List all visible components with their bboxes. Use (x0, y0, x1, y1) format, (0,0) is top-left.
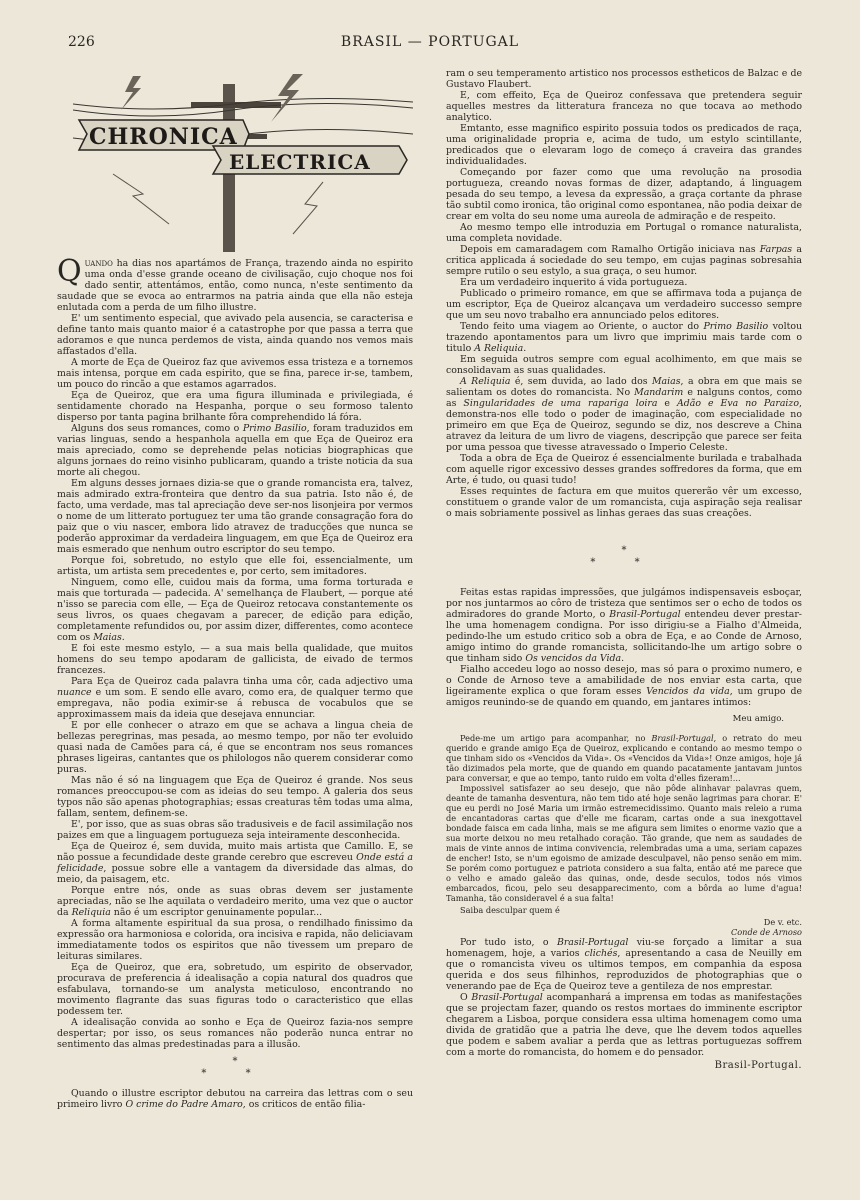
paragraph: Toda a obra de Eça de Queiroz é essencialmente burilada e trabalhada com aquelle rigor excessivo desses grandes soffredores da forma, que em Arte, é tudo, ou quasi tudo! (446, 453, 802, 486)
paragraph: Depois em camaradagem com Ramalho Ortigão iniciava nas Farpas a critica applicada á sociedade do seu tempo, em cujas paginas sobresahia sempre rutilo o seu estylo, a sua graça, o seu humor. (446, 244, 802, 277)
paragraph: ram o seu temperamento artistico nos processos estheticos de Balzac e de Gustavo Flaubert. (446, 68, 802, 90)
paragraph: Começando por fazer como que uma revolução na prosodia portugueza, creando novas formas de dizer, adaptando, á linguagem pesada do seu tempo, a levesa da expressão, a graça cortante da phrase tão subtil como ironica, tão original como espontanea, não podia deixar de crear em volta do seu nome uma aureola de admiração e de respeito. (446, 167, 802, 222)
paragraph: Eça de Queiroz, que era, sobretudo, um espirito de observador, procurava de preferencia á idealisação a copia natural dos quadros que esfabulava, tornando-se um analysta meticuloso, encontrando no movimento flagrante das suas figuras todo o caracteristico que ellas podessem ter. (57, 962, 413, 1017)
paragraph: Mas não é só na linguagem que Eça de Queiroz é grande. Nos seus romances preoccupou-se com as ideias do seu tempo. A galeria dos seus typos não são apenas photographias; essas creaturas têm todas uma alma, fallam, sentem, definem-se. (57, 775, 413, 819)
paragraph: Por tudo isto, o Brasil-Portugal viu-se forçado a limitar a sua homenagem, hoje, a varios clichés, apresentando a casa de Neuilly em que o romancista viveu os ultimos tempos, em companhia da esposa querida e dos seus filhinhos, reproduzidos de photographias que o venerando pae de Eça de Queiroz teve a gentileza de nos emprestar. (446, 937, 802, 992)
running-title: BRASIL — PORTUGAL (340, 34, 520, 50)
letter-paragraph: Pede-me um artigo para acompanhar, no Brasil-Portugal, o retrato do meu querido e grande amigo Eça de Queiroz, explicando e contando ao mesmo tempo o que tinham sido os «Vencidos da Vida». Os «Vencidos da Vida»! Onze amigos, hoje já tão dizimados pela morte, que de quando em quando pacatamente jantavam juntos para conversar, e que ao tempo, tanto ruido em volta d'elles fizeram!... (446, 733, 802, 783)
paragraph: Emtanto, esse magnifico espirito possuia todos os predicados de raça, uma originalidade propria e, acima de tudo, um estylo scintillante, predicados que o elevaram logo de começo á craveira das grandes individualidades. (446, 123, 802, 167)
letter-closing: Saiba desculpar quem é (460, 905, 560, 915)
paragraph: Publicado o primeiro romance, em que se affirmava toda a pujança de um escriptor, Eça de Queiroz alcançava um verdadeiro successo sempre que um seu novo trabalho era annunciado pelos editores. (446, 288, 802, 321)
paragraph: E' um sentimento especial, que avivado pela ausencia, se caracterisa e define tanto mais quanto maior é a catastrophe por que passa a terra que adoramos e que nunca perdemos de vista, ainda quando nos vemos mais affastados d'ella. (57, 313, 413, 357)
paragraph: O Brasil-Portugal acompanhará a imprensa em todas as manifestações que se projectam fazer, quando os restos mortaes do imminente escriptor chegarem a Lisboa, porque considera essa ultima homenagem como uma divida de gratidão que a patria lhe deve, que lhe devem todos aquelles que podem e sabem avaliar a perda que as lettras portuguezas soffrem com a morte do romancista, do homem e do pensador. (446, 992, 802, 1058)
paragraph: Para Eça de Queiroz cada palavra tinha uma côr, cada adjectivo uma nuance e um som. E sendo elle avaro, como era, de qualquer termo que empregava, não podia eximir-se á rebusca de vocabulos que se approximassem mais da ideia que desejava ennunciar. (57, 676, 413, 720)
paragraph: Tendo feito uma viagem ao Oriente, o auctor do Primo Basilio voltou trazendo apontamentos para um livro que imprimiu mais tarde com o titulo A Reliquia. (446, 321, 803, 354)
paragraph: Porque foi, sobretudo, no estylo que elle foi, essencialmente, um artista, um artista sem precedentes e, por certo, sem imitadores. (57, 555, 413, 577)
paragraph: Esses requintes de factura em que muitos quererão vêr um excesso, constituem o grande valor de um romancista, cuja aspiração seja realisar o mais sobriamente possivel as linhas geraes das suas creações. (446, 486, 802, 519)
paragraph: E foi este mesmo estylo, — a sua mais bella qualidade, que muitos homens do seu tempo apodaram de gallicista, de eivado de termos francezes. (57, 643, 413, 676)
paragraph: E por elle conhecer o atrazo em que se achava a lingua cheia de bellezas peregrinas, mas pesada, ao mesmo tempo, por não ter evoluido quasi nada de Camões para cá, é que se encontram nos seus romances phrases ligeiras, cantantes que os philologos não querem considerar como puras. (57, 720, 413, 775)
paragraph: Quando o illustre escriptor debutou na carreira das lettras com o seu primeiro livro O crime do Padre Amaro, os criticos de então filia- (57, 1088, 413, 1110)
letter-paragraph: Impossivel satisfazer ao seu desejo, que não pôde alinhavar palavras quem, deante de tamanha desventura, não tem tido até hoje senão lagrimas para chorar. E' que eu perdi no José Maria um irmão estremecidissimo. Quanto mais releio a ruma de encantadoras cartas que d'elle me ficaram, cartas onde a sua inexgottavel bondade faisca em cada linha, mais se me afigura sem limites o enorme vazio que a sua morte deixou no meu retalhado coração. Tão grande, que nem as saudades de mais de vinte annos de intima convivencia, relembradas uma a uma, seriam capazes de encher! Isto, se n'um egoismo de amizade desculpavel, não penso senão em mim. Se porém como portuguez e patriota considero a sua falta, então até me parece que o velho e amado galeão das quinas, onde, desde seculos, todos nós vimos embarcados, ficou, pelo seu desapparecimento, com a bôrda ao lume d'agua! Tamanha, tão consideravel é a sua falta! (446, 783, 802, 903)
paragraph: Porque entre nós, onde as suas obras devem ser justamente apreciadas, não se lhe aquilata o verdadeiro merito, uma vez que o auctor da Reliquia não é um escriptor genuinamente popular... (57, 885, 413, 918)
page-header (68, 34, 792, 52)
right-column (446, 68, 802, 1071)
paragraph: Ninguem, como elle, cuidou mais da forma, uma forma torturada e mais que torturada — padecida. A' semelhança de Flaubert, — porque até n'isso se parecia com elle, — Eça de Queiroz retocava constantemente os seus livros, os quaes chegavam a parecer, de edição para edição, completamente refundidos ou, por assim dizer, differentes, como acontece com os Maias. (57, 577, 413, 643)
letter-salutation: Meu amigo. (732, 714, 784, 724)
signature: Brasil-Portugal. (714, 1060, 802, 1071)
paragraph: A idealisação convida ao sonho e Eça de Queiroz fazia-nos sempre despertar; por isso, os seus romances não poderão nunca entrar no sentimento das almas predestinadas para a illusão. (57, 1017, 413, 1050)
page-number: 226 (68, 34, 95, 50)
paragraph: Alguns dos seus romances, como o Primo Basilio, foram traduzidos em varias linguas, sendo a hespanhola aquella em que Eça de Queiroz era mais apreciado, como se deprehende pelas noticias biographicas que alguns jornaes do reino visinho publicaram, quando a triste noticia da sua morte ali chegou. (57, 423, 413, 478)
paragraph: Era um verdadeiro inquerito á vida portugueza. (460, 277, 688, 288)
drop-cap: Q (57, 254, 82, 289)
left-column (57, 66, 413, 1110)
banner-illustration (73, 74, 413, 252)
paragraph: A Reliquia é, sem duvida, ao lado dos Maias, a obra em que mais se salientam os dotes do romancista. No Mandarim e nalguns contos, como as Singularidades de uma rapariga loira e Adão e Eva no Paraizo, demonstra-nos elle todo o poder de imaginação, com especialidade no primeiro em que Eça de Queiroz, segundo se diz, nos descreve a China atravez da leitura de um livro de viagens, descripção que parece ser feita por uma pessoa que tivesse atravessado o Imperio Celeste. (446, 376, 803, 453)
section-divider-stars: * * * (590, 545, 658, 568)
section-divider-stars: * * * (201, 1056, 269, 1079)
chronica-electrica-banner (73, 74, 413, 252)
paragraph: A forma altamente espiritual da sua prosa, o rendilhado finissimo da expressão ora harmoniosa e colorida, ora incisiva e rapida, não deliciavam immediatamente todos os espiritos que não tivessem um preparo de leituras similares. (57, 918, 413, 962)
letter-author: Conde de Arnoso (730, 927, 802, 937)
banner-word-chronica: CHRONICA (89, 124, 238, 150)
paragraph: Fialho accedeu logo ao nosso desejo, mas só para o proximo numero, e o Conde de Arnoso teve a amabilidade de nos enviar esta carta, que ligeiramente explica o que foram esses Vencidos da vida, um grupo de amigos reunindo-se de quando em quando, em jantares intimos: (446, 664, 802, 708)
paragraph: Eça de Queiroz é, sem duvida, muito mais artista que Camillo. E, se não possue a fecundidade deste grande cerebro que escreveu Onde está a felicidade, possue sobre elle a vantagem da diversidade das almas, do meio, da paisagem, etc. (57, 841, 414, 885)
paragraph: A morte de Eça de Queiroz faz que avivemos essa tristeza e a tornemos mais intensa, porque em cada espirito, que se fina, parece ir-se, tambem, um pouco do rincão a que estamos agarrados. (57, 357, 413, 390)
banner-word-electrica: ELECTRICA (229, 150, 371, 174)
quoted-letter (446, 733, 802, 937)
paragraph: E, com effeito, Eça de Queiroz confessava que pretendera seguir aquelles mestres da litteratura franceza no que tocava ao methodo analytico. (446, 90, 802, 123)
paragraph: Ao mesmo tempo elle introduzia em Portugal o romance naturalista, uma completa novidade. (446, 222, 802, 244)
paragraph: Em seguida outros sempre com egual acolhimento, em que mais se consolidavam as suas qualidades. (446, 354, 802, 376)
paragraph: Eça de Queiroz, que era uma figura illuminada e privilegiada, é sentidamente chorado na Hespanha, porque o seu formoso talento disperso por tanta pagina brilhante fôra comprehendido lá fóra. (57, 390, 413, 423)
letter-sign: De v. etc. (763, 917, 802, 927)
paragraph: Quando ha dias nos apartámos de França, trazendo ainda no espirito uma onda d'esse grande oceano de civilisação, cujo choque nos foi dado sentir, attentámos, então, como nunca, n'este sentimento da saudade que se evoca ao entrarmos na patria ainda que ella não esteja enlutada com a perda de um filho illustre. (57, 254, 413, 313)
paragraph: Feitas estas rapidas impressões, que julgámos indispensaveis esboçar, por nos juntarmos ao côro de tristeza que sentimos ser o echo de todos os admiradores do grande Morto, o Brasil-Portugal entendeu dever prestar-lhe uma homenagem condigna. Por isso dirigiu-se a Fialho d'Almeida, pedindo-lhe um estudo critico sob a obra de Eça, e ao Conde de Arnoso, amigo intimo do grande romancista, sollicitando-lhe um artigo sobre o que tinham sido Os vencidos da Vida. (446, 587, 802, 664)
paragraph: E', por isso, que as suas obras são tradusiveis e de facil assimilação nos paizes em que a linguagem portugueza seja inteiramente desconhecida. (57, 819, 413, 841)
paragraph: Em alguns desses jornaes dizia-se que o grande romancista era, talvez, mais admirado extra-fronteira que dentro da sua patria. Isto não é, de facto, uma verdade, mas tal apreciação deve ser-nos lisonjeira por vermos o nome de um litterato portuguez ter uma tão grande consagração fora do paiz que o viu nascer, embora lido atravez de traducções que nunca se poderão approximar da verdadeira linguagem, em que Eça de Queiroz era mais esmerado que nenhum outro escriptor do seu tempo. (57, 478, 413, 555)
